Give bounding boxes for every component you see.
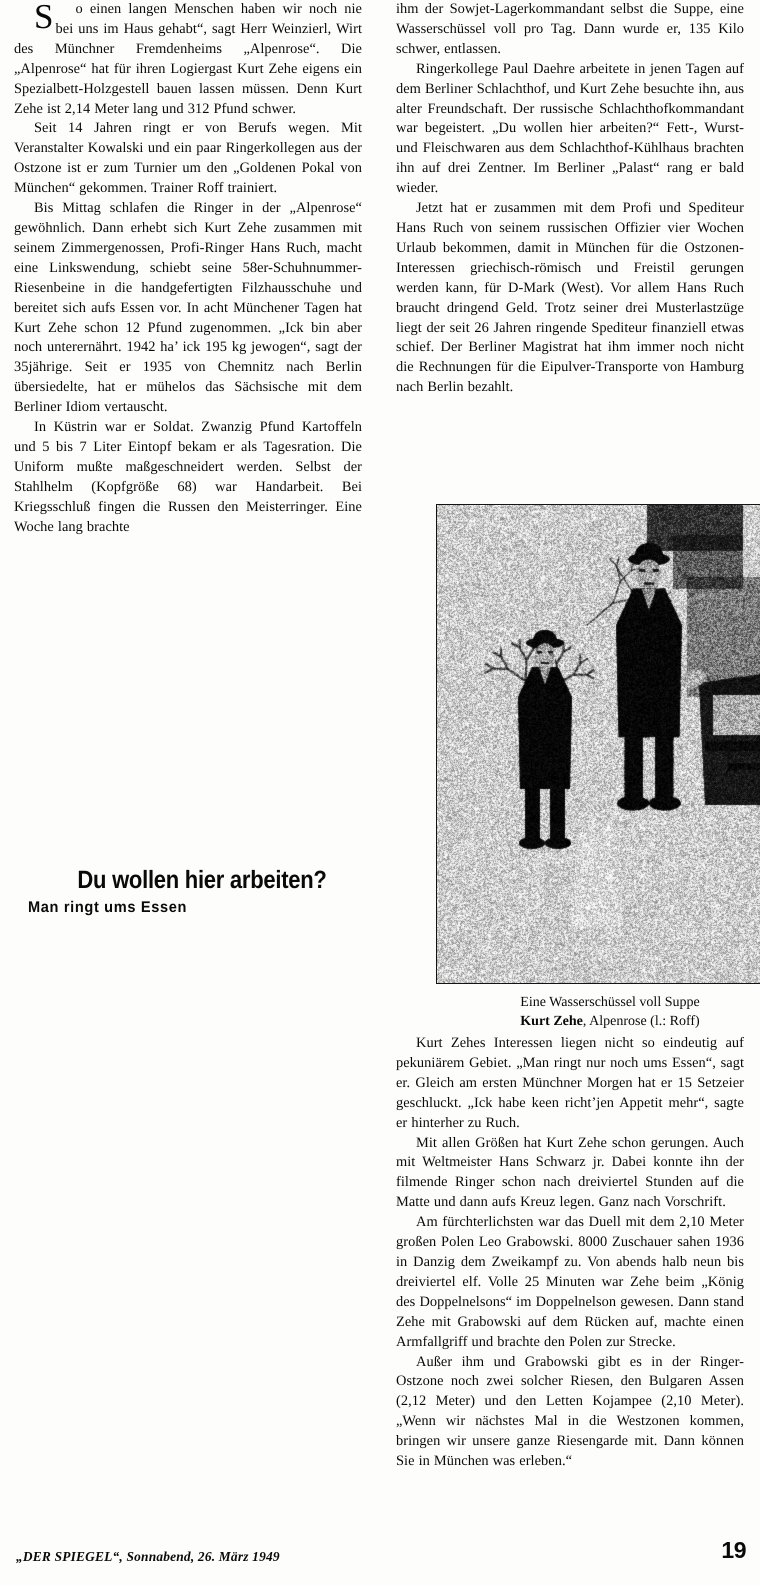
left-column-body <box>14 0 362 537</box>
right-column-body-bottom <box>396 1034 744 1472</box>
paragraph-r3: Jetzt hat er zusammen mit dem Profi und Spediteur Hans Ruch von seinem russischen Offizier vier Wochen Urlaub bekommen, damit in München für die Ostzonen-Interessen griechisch-römisch und Freistil gerungen werden kann, für D-Mark (West). Vor allem Hans Ruch braucht dringend Geld. Trotz seiner drei Musterlastzüge liegt der seit 26 Jahren ringende Spediteur finanziell etwas schief. Der Berliner Magistrat hat ihm immer noch nicht die Rechnungen für die Eipulver-Transporte von Hamburg nach Berlin bezahlt. <box>396 200 744 396</box>
paragraph-r6: Am fürchterlichsten war das Duell mit dem 2,10 Meter großen Polen Leo Grabowski. 8000 Zuschauer sahen 1936 in Danzig dem Zweikampf zu. Von abends halb neun bis dreiviertel elf. Volle 25 Minuten war Zehe beim „König des Doppelnelsons“ im Doppelnelson gewesen. Dann stand Zehe mit Grabowski auf dem Rücken auf, machte einen Armfallgriff und brachte den Polen zur Strecke. <box>396 1214 744 1350</box>
paragraph-r2: Ringerkollege Paul Daehre arbeitete in jenen Tagen auf dem Berliner Schlachthof, und Kurt Zehe besuchte ihn, aus alter Freundschaft. Der russische Schlachthofkommandant war begeistert. „Du wollen hier arbeiten?“ Fett-, Wurst- und Fleischwaren aus dem Schlachthof-Kühlhaus brachten ihn auf drei Zentner. Im Berliner „Palast“ rang er bald wieder. <box>396 60 744 197</box>
paragraph-p2: Seit 14 Jahren ringt er von Berufs wegen. Mit Veranstalter Kowalski und ein paar Ringerkollegen aus der Ostzone ist er zum Turnier um den „Goldenen Pokal von München“ gekommen. Trainer Roff trainiert. <box>14 120 362 197</box>
right-column-body-top <box>396 0 744 398</box>
paragraph-lead: S o einen langen Menschen haben wir noch nie bei uns im Haus gehabt“, sagt Herr Weinzierl, Wirt des Münchner Fremdenheims „Alpenrose“. Die „Alpenrose“ hat für ihren Logiergast Kurt Zehe eigens ein Spezialbett-Holzgestell bauen lassen müssen. Denn Kurt Zehe ist 2,14 Meter lang und 312 Pfund schwer. <box>14 0 362 117</box>
paragraph-r4: Kurt Zehes Interessen liegen nicht so eindeutig auf pekuniärem Gebiet. „Man ringt nur noch ums Essen“, sagt er. Gleich am ersten Münchner Morgen hat er 15 Setzeier geschluckt. „Ick habe keen richt’jen Appetit mehr“, sagte er hinterher zu Ruch. <box>396 1035 744 1131</box>
paragraph-r1: ihm der Sowjet-Lagerkommandant selbst die Suppe, eine Wasserschüssel voll pro Tag. Dann wurde er, 135 Kilo schwer, entlassen. <box>396 1 744 57</box>
paragraph-p4: In Küstrin war er Soldat. Zwanzig Pfund Kartoffeln und 5 bis 7 Liter Eintopf bekam er als Tagesration. Die Uniform mußte maßgeschneidert werden. Selbst der Stahlhelm (Kopfgröße 68) war Handarbeit. Bei Kriegsschluß fingen die Russen den Meisterringer. Eine Woche lang brachte <box>14 419 362 535</box>
page-title: Du wollen hier arbeiten? <box>77 866 327 894</box>
drop-cap: S <box>34 0 54 36</box>
paragraph-p3: Bis Mittag schlafen die Ringer in der „Alpenrose“ gewöhnlich. Dann erhebt sich Kurt Zehe zusammen mit seinem Zimmergenossen, Profi-Ringer Hans Ruch, macht eine Linkswendung, schiebt seine 58er-Schuhnummer-Riesenbeine in die handgefertigten Filzhausschuhe und bereitet sich aufs Essen vor. In acht Münchener Tagen hat Kurt Zehe schon 12 Pfund zugenommen. „Ick bin aber noch unterernährt. 1942 ha’ ick 195 kg jewogen“, sagt der 35jährige. Seit er 1935 von Chemnitz nach Berlin übersiedelte, hat er mühelos das Sächsische mit dem Berliner Idiom vertauscht. <box>14 200 362 416</box>
photo-caption-subject: Kurt Zehe <box>520 1014 583 1029</box>
publication-credit: „DER SPIEGEL“, Sonnabend, 26. März 1949 <box>16 1549 280 1564</box>
photo-frame <box>436 504 760 984</box>
photo-caption-detail: , Alpenrose (l.: Roff) <box>582 1014 700 1029</box>
page-number: 19 <box>721 1537 746 1563</box>
photo-caption <box>436 993 760 1031</box>
paragraph-r5: Mit allen Größen hat Kurt Zehe schon gerungen. Auch mit Weltmeister Hans Schwarz jr. Dabei konnte ihn der filmende Ringer schon nach dreiviertel Stunden auf die Matte und dann aufs Kreuz legen. Ganz nach Vorschrift. <box>396 1134 744 1211</box>
photograph-two-men-outdoors <box>437 505 760 983</box>
paragraph-r7: Außer ihm und Grabowski gibt es in der Ringer-Ostzone noch zwei solcher Riesen, den Bulgaren Assen (2,12 Meter) und den Letten Kojampee (2,10 Meter). „Wenn wir nächstes Mal in die Westzonen kommen, bringen wir unsere ganze Riesengarde mit. Dann können Sie in München was erleben.“ <box>396 1353 744 1470</box>
left-column <box>14 0 362 1545</box>
article-subhead: Man ringt ums Essen <box>28 899 188 916</box>
right-column-lower <box>396 1034 744 1544</box>
photo-caption-line-2 <box>436 1012 760 1031</box>
article-photo-figure <box>436 504 760 1031</box>
article-header <box>28 866 376 926</box>
photo-caption-line-1: Eine Wasserschüssel voll Suppe <box>520 995 700 1010</box>
